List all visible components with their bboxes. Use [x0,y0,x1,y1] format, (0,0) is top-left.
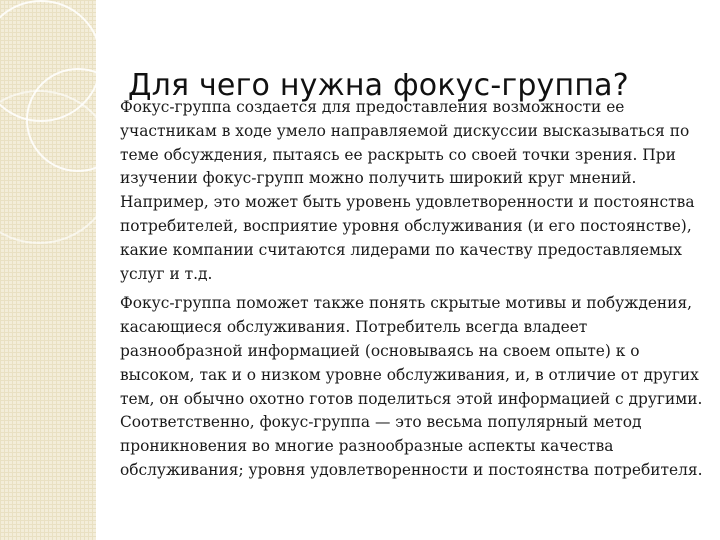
text-line: Фокус-группа поможет также понять скрытые мотивы и побуждения, [120,294,693,313]
text-line: Например, это может быть уровень удовлетворенности и постоянства [120,193,695,212]
text-line: участникам в ходе умело направляемой дискуссии высказываться по [120,121,690,140]
text-line: Фокус-группа создается для предоставления возможности ее [120,98,625,116]
text-line: разнообразной информацией (основываясь на своем опыте) к о [120,341,640,360]
text-line: Соответственно, фокус-группа — это весьма популярный метод [120,413,642,432]
text-line: обслуживания; уровня удовлетворенности и постоянства потребителя. [120,460,703,479]
text-line: высоком, так и о низком уровне обслуживания, и, в отличие от других [120,365,699,384]
text-line: проникновения во многие разнообразные аспекты качества [120,437,614,456]
paragraph-2 [120,292,712,482]
text-line: потребителей, восприятие уровня обслуживания (и его постоянстве), [120,216,692,235]
paragraph-1 [120,96,712,286]
text-line: тем, он обычно охотно готов поделиться этой информацией с другими. [120,389,703,408]
text-line: какие компании считаются лидерами по качеству предоставляемых [120,240,682,259]
text-line: теме обсуждения, пытаясь ее раскрыть со своей точки зрения. При [120,145,676,164]
text-line: услуг и т.д. [120,264,213,283]
text-line: изучении фокус-групп можно получить широкий круг мнений. [120,169,637,188]
decorative-side-strip [0,0,96,540]
slide-title: Для чего нужна фокус-группа? [128,68,629,104]
decorative-strip-edge [96,0,99,540]
text-line: касающиеся обслуживания. Потребитель всегда владеет [120,318,588,337]
slide-body [120,96,712,483]
